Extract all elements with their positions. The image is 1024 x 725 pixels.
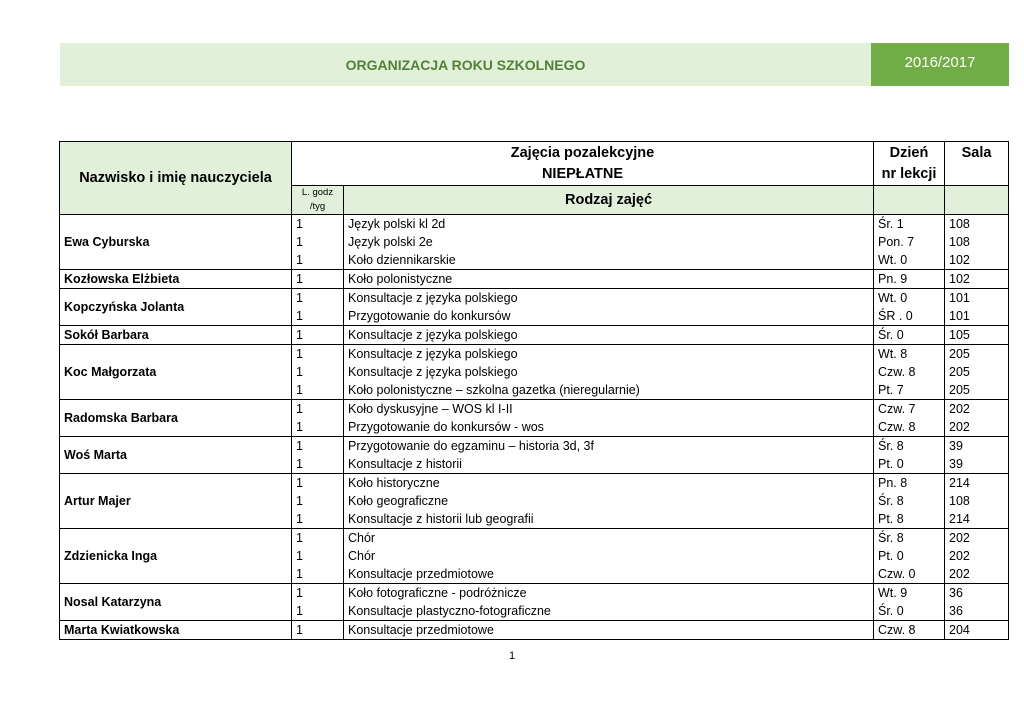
day-value: Czw. 8 [878,420,916,434]
hours-value: 1 [296,567,303,581]
room-cell [945,437,1009,474]
hours-value: 1 [296,457,303,471]
room-value: 214 [949,512,970,526]
room-value: 108 [949,494,970,508]
day-cell [874,529,945,584]
hours-value: 1 [296,476,303,490]
teacher-name: Koc Małgorzata [60,345,292,400]
hours-cell [292,529,344,584]
table-row [60,621,1009,640]
header-day [874,142,945,186]
day-value: Pt. 0 [878,549,904,563]
hours-value: 1 [296,512,303,526]
table-row [60,474,1009,529]
header-room: Sala [945,142,1009,186]
room-value: 202 [949,567,970,581]
hours-value: 1 [296,402,303,416]
room-cell [945,289,1009,326]
activity-name: Chór [348,531,376,545]
room-cell [945,326,1009,345]
activity-name: Konsultacje przedmiotowe [348,567,494,581]
room-value: 214 [949,476,970,490]
header-day-title: Dzień [889,145,929,161]
day-value: Wt. 8 [878,347,908,361]
table-row [60,289,1009,326]
day-value: Pt. 7 [878,383,904,397]
header-hours [292,186,344,215]
day-value: Śr. 1 [878,217,904,231]
activity-name: Konsultacje z języka polskiego [348,347,518,361]
day-cell [874,215,945,270]
room-value: 202 [949,549,970,563]
header-activity-type: Rodzaj zajęć [344,186,874,215]
room-cell [945,215,1009,270]
room-value: 102 [949,272,970,286]
activity-cell [344,289,874,326]
table-row [60,270,1009,289]
hours-cell [292,215,344,270]
header-room-empty [945,186,1009,215]
day-value: Śr. 8 [878,494,904,508]
day-cell [874,621,945,640]
table-row [60,400,1009,437]
day-value: Śr. 8 [878,439,904,453]
school-year-badge: 2016/2017 [871,43,1009,86]
header-banner [60,43,1009,86]
header-hours-line1: L. godz [301,187,334,198]
activity-cell [344,437,874,474]
room-cell [945,529,1009,584]
day-value: Czw. 8 [878,365,916,379]
header-activities-title: Zajęcia pozalekcyjne [510,145,655,161]
room-value: 105 [949,328,970,342]
activity-name: Przygotowanie do konkursów [348,309,511,323]
header-activities [292,142,874,186]
hours-cell [292,289,344,326]
hours-value: 1 [296,309,303,323]
room-value: 39 [949,439,963,453]
teacher-name: Marta Kwiatkowska [60,621,292,640]
day-value: Pn. 8 [878,476,908,490]
activity-name: Koło polonistyczne [348,272,453,286]
activity-name: Koło dyskusyjne – WOS kl I-II [348,402,513,416]
room-cell [945,270,1009,289]
activity-name: Konsultacje z języka polskiego [348,328,518,342]
day-value: Pt. 0 [878,457,904,471]
day-value: Śr. 0 [878,604,904,618]
room-value: 101 [949,309,970,323]
header-activities-subtitle: NIEPŁATNE [541,166,624,182]
hours-value: 1 [296,494,303,508]
hours-value: 1 [296,549,303,563]
room-value: 202 [949,531,970,545]
header-day-empty [874,186,945,215]
table-row [60,326,1009,345]
activity-cell [344,400,874,437]
room-value: 102 [949,253,970,267]
day-cell [874,474,945,529]
day-value: Śr. 8 [878,531,904,545]
page-number: 1 [508,650,516,662]
hours-value: 1 [296,439,303,453]
hours-value: 1 [296,420,303,434]
hours-value: 1 [296,217,303,231]
room-value: 39 [949,457,963,471]
room-value: 108 [949,217,970,231]
activity-name: Konsultacje z języka polskiego [348,291,518,305]
teacher-name: Woś Marta [60,437,292,474]
activity-cell [344,270,874,289]
hours-value: 1 [296,253,303,267]
day-value: Pn. 9 [878,272,908,286]
activity-cell [344,584,874,621]
day-value: Wt. 0 [878,253,908,267]
activity-name: Koło dziennikarskie [348,253,456,267]
room-value: 204 [949,623,970,637]
table-row [60,437,1009,474]
room-value: 202 [949,402,970,416]
table-row [60,529,1009,584]
room-value: 101 [949,291,970,305]
day-cell [874,437,945,474]
hours-value: 1 [296,347,303,361]
activity-cell [344,345,874,400]
day-cell [874,345,945,400]
hours-value: 1 [296,531,303,545]
day-cell [874,326,945,345]
activity-cell [344,326,874,345]
teacher-name: Ewa Cyburska [60,215,292,270]
hours-cell [292,474,344,529]
day-value: Wt. 0 [878,291,908,305]
teacher-name: Nosal Katarzyna [60,584,292,621]
day-cell [874,289,945,326]
room-value: 205 [949,383,970,397]
hours-value: 1 [296,291,303,305]
day-cell [874,270,945,289]
day-value: Pon. 7 [878,235,915,249]
header-hours-line2: /tyg [309,201,326,212]
teacher-name: Kopczyńska Jolanta [60,289,292,326]
table-row [60,345,1009,400]
room-cell [945,400,1009,437]
day-value: Wt. 9 [878,586,908,600]
day-cell [874,400,945,437]
hours-cell [292,400,344,437]
table-body [60,215,1009,640]
hours-cell [292,437,344,474]
header-day-subtitle: nr lekcji [881,166,937,182]
day-value: Czw. 8 [878,623,916,637]
activity-name: Język polski 2e [348,235,433,249]
hours-value: 1 [296,623,303,637]
activity-name: Chór [348,549,376,563]
day-value: Pt. 8 [878,512,904,526]
day-value: Czw. 0 [878,567,916,581]
day-value: ŚR . 0 [878,309,913,323]
activity-name: Konsultacje z historii [348,457,462,471]
hours-value: 1 [296,604,303,618]
room-cell [945,345,1009,400]
header-teacher: Nazwisko i imię nauczyciela [60,142,292,215]
room-value: 108 [949,235,970,249]
activity-cell [344,529,874,584]
hours-cell [292,584,344,621]
activity-cell [344,474,874,529]
activity-name: Koło polonistyczne – szkolna gazetka (nieregularnie) [348,383,640,397]
table-row [60,215,1009,270]
room-value: 36 [949,586,963,600]
activity-cell [344,215,874,270]
activity-name: Koło historyczne [348,476,440,490]
activity-name: Konsultacje z historii lub geografii [348,512,534,526]
activity-name: Konsultacje przedmiotowe [348,623,494,637]
room-value: 36 [949,604,963,618]
day-value: Śr. 0 [878,328,904,342]
day-value: Czw. 7 [878,402,916,416]
room-cell [945,621,1009,640]
activity-name: Koło fotograficzne - podróżnicze [348,586,527,600]
activity-name: Przygotowanie do egzaminu – historia 3d, 3f [348,439,594,453]
activity-name: Konsultacje plastyczno-fotograficzne [348,604,551,618]
activity-name: Przygotowanie do konkursów - wos [348,420,544,434]
room-value: 202 [949,420,970,434]
activity-cell [344,621,874,640]
hours-value: 1 [296,586,303,600]
teacher-name: Kozłowska Elżbieta [60,270,292,289]
day-cell [874,584,945,621]
page-title: ORGANIZACJA ROKU SZKOLNEGO [60,43,871,86]
hours-cell [292,621,344,640]
hours-value: 1 [296,383,303,397]
teacher-name: Artur Majer [60,474,292,529]
hours-value: 1 [296,272,303,286]
hours-cell [292,345,344,400]
activity-name: Koło geograficzne [348,494,449,508]
hours-value: 1 [296,365,303,379]
room-cell [945,584,1009,621]
room-value: 205 [949,365,970,379]
activities-table [59,141,1009,640]
activity-name: Konsultacje z języka polskiego [348,365,518,379]
teacher-name: Radomska Barbara [60,400,292,437]
table-row [60,584,1009,621]
hours-cell [292,270,344,289]
room-cell [945,474,1009,529]
teacher-name: Zdzienicka Inga [60,529,292,584]
teacher-name: Sokół Barbara [60,326,292,345]
hours-value: 1 [296,328,303,342]
room-value: 205 [949,347,970,361]
hours-cell [292,326,344,345]
hours-value: 1 [296,235,303,249]
activity-name: Język polski kl 2d [348,217,446,231]
